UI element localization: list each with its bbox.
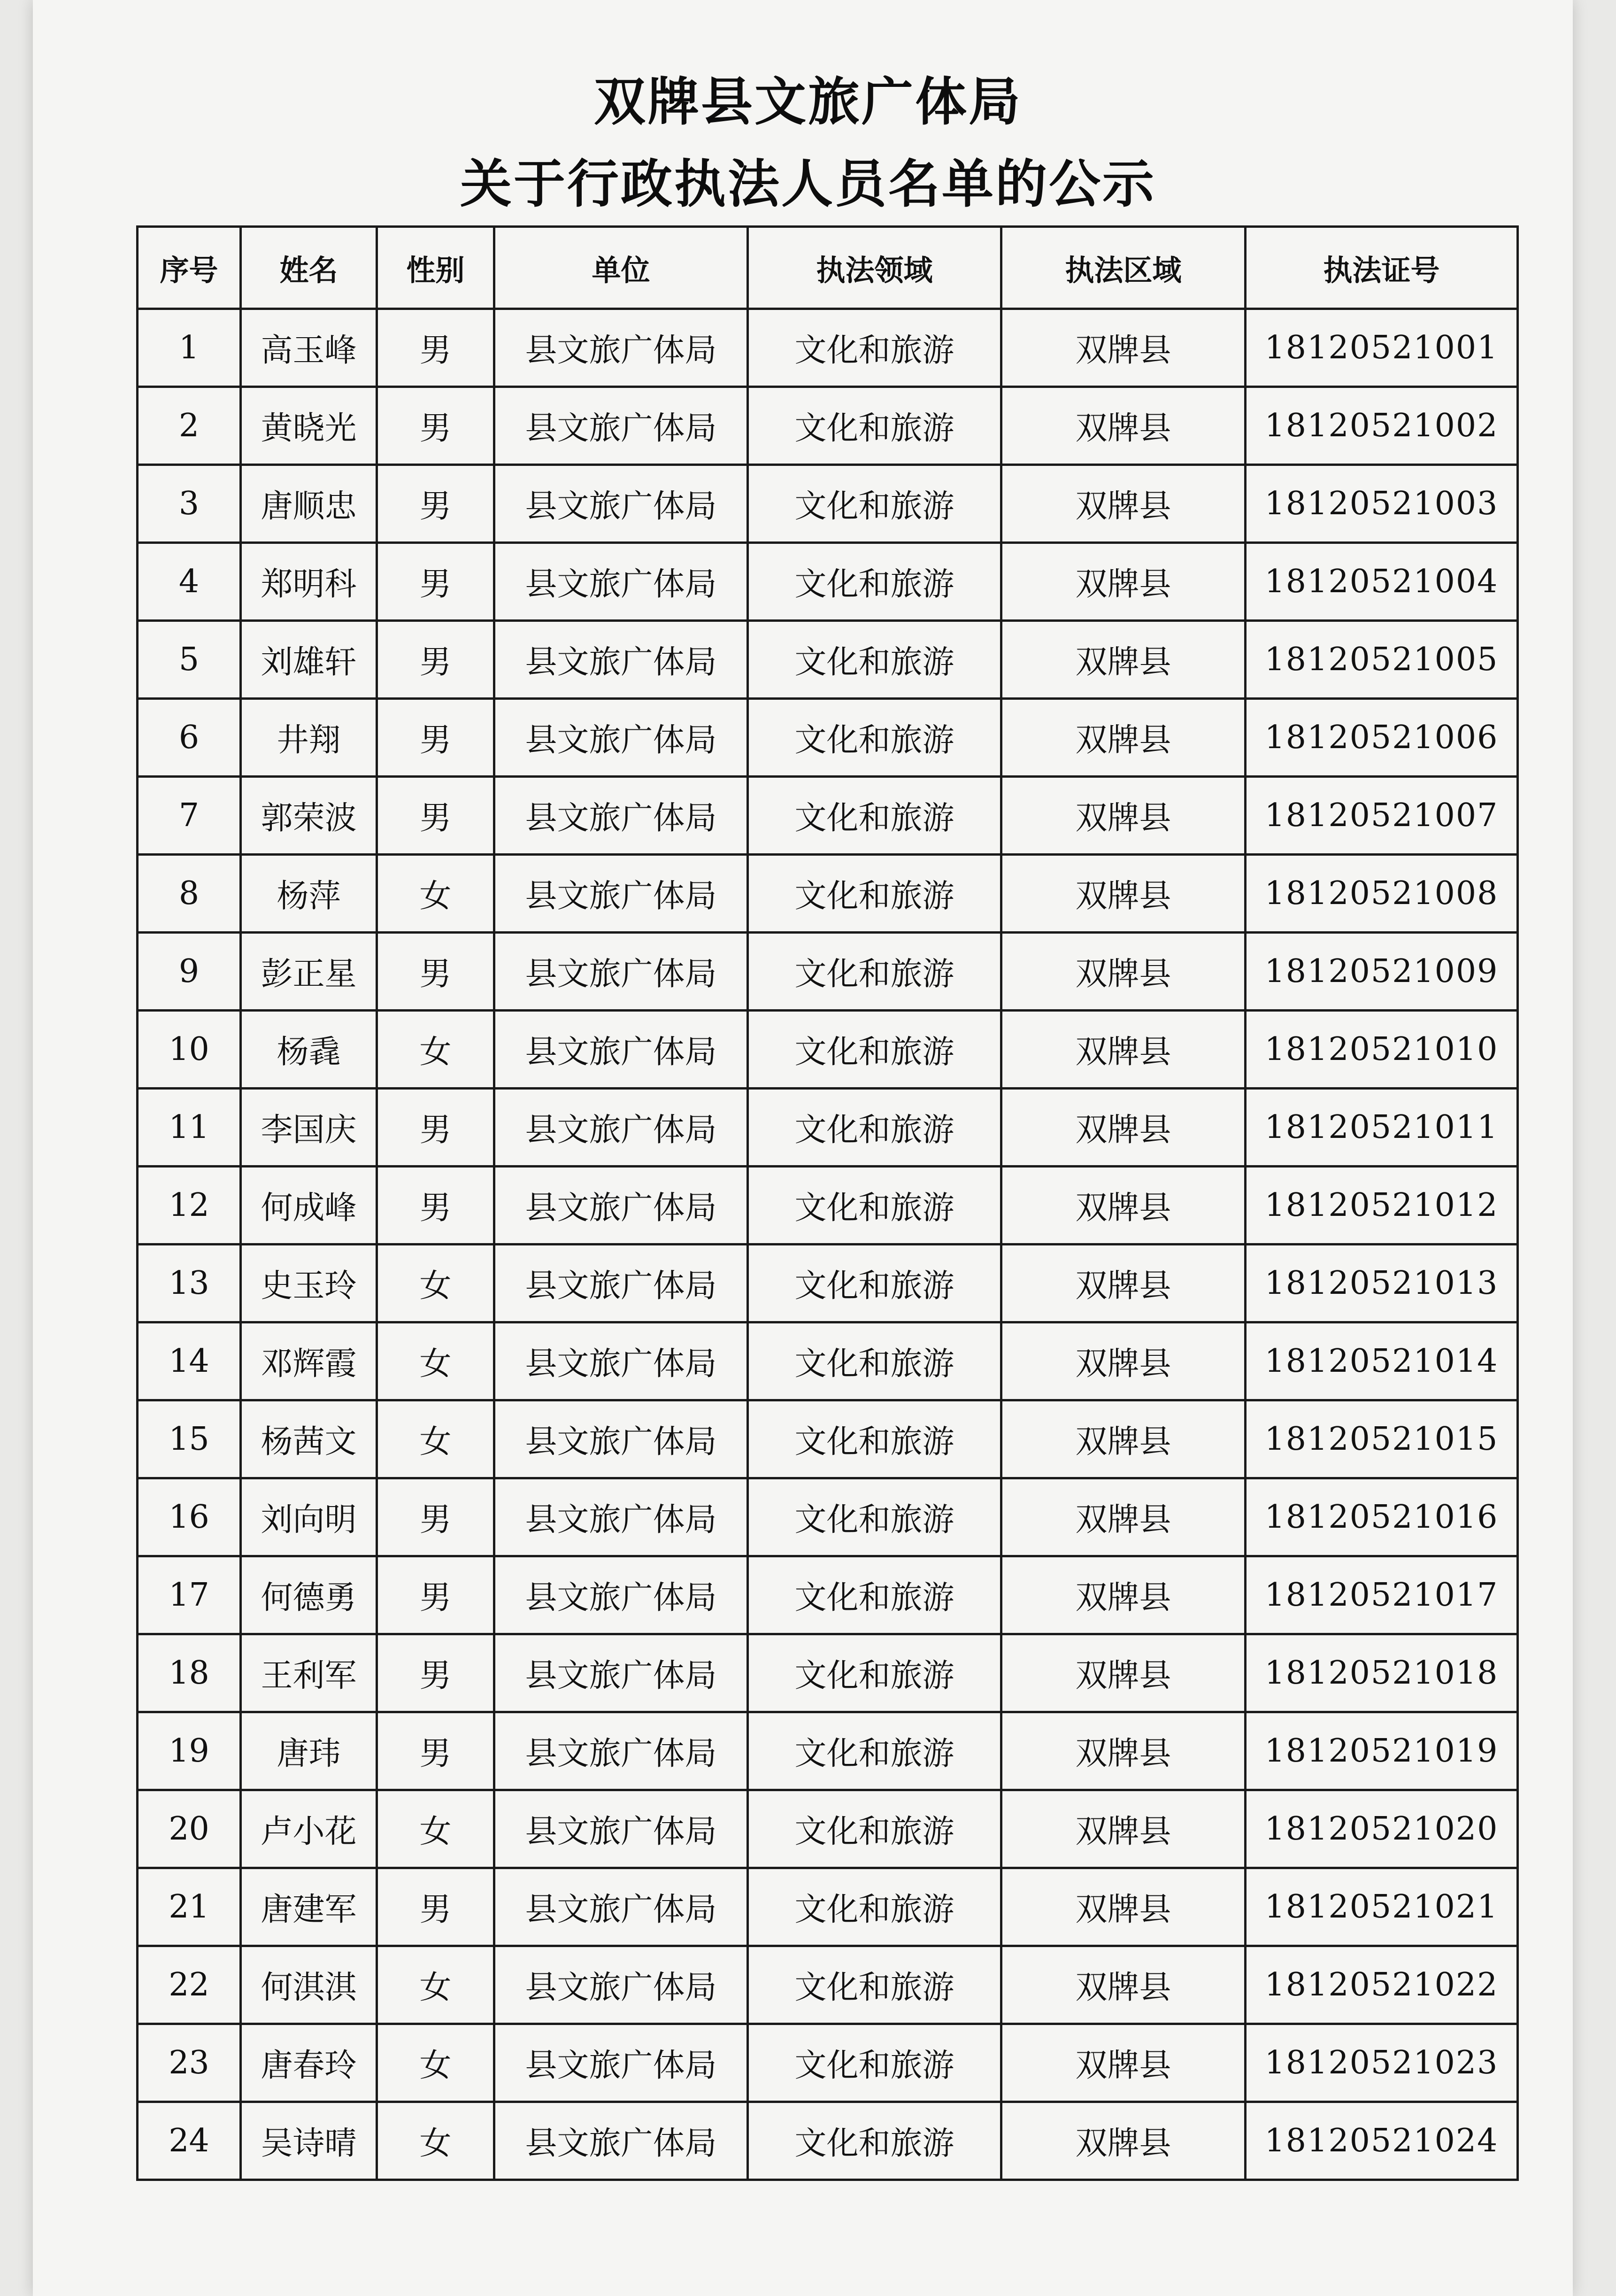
cell-name: 杨萍 <box>241 855 377 933</box>
cell-gender: 女 <box>377 1245 494 1322</box>
cell-unit: 县文旅广体局 <box>494 933 748 1011</box>
table-row <box>138 1089 1518 1167</box>
cell-name: 卢小花 <box>241 1790 377 1868</box>
cell-field: 文化和旅游 <box>748 699 1001 777</box>
cell-cert: 18120521015 <box>1246 1400 1518 1478</box>
cell-area: 双牌县 <box>1001 699 1246 777</box>
header-field: 执法领域 <box>748 227 1001 309</box>
cell-seq: 24 <box>138 2102 241 2180</box>
cell-seq: 20 <box>138 1790 241 1868</box>
table-row <box>138 1712 1518 1790</box>
table-row <box>138 1556 1518 1634</box>
cell-name: 刘向明 <box>241 1478 377 1556</box>
cell-name: 郑明科 <box>241 543 377 621</box>
title-line-1: 双牌县文旅广体局 <box>594 72 1022 132</box>
table-row <box>138 777 1518 855</box>
cell-cert: 18120521022 <box>1246 1946 1518 2024</box>
cell-field: 文化和旅游 <box>748 1089 1001 1167</box>
cell-name: 杨毳 <box>241 1011 377 1089</box>
cell-area: 双牌县 <box>1001 777 1246 855</box>
cell-field: 文化和旅游 <box>748 543 1001 621</box>
cell-gender: 女 <box>377 1946 494 2024</box>
cell-name: 郭荣波 <box>241 777 377 855</box>
cell-area: 双牌县 <box>1001 1322 1246 1400</box>
cell-field: 文化和旅游 <box>748 1712 1001 1790</box>
cell-seq: 15 <box>138 1400 241 1478</box>
cell-name: 唐顺忠 <box>241 465 377 543</box>
cell-cert: 18120521017 <box>1246 1556 1518 1634</box>
table-row <box>138 1322 1518 1400</box>
cell-area: 双牌县 <box>1001 2102 1246 2180</box>
cell-name: 邓辉霞 <box>241 1322 377 1400</box>
table-row <box>138 1167 1518 1245</box>
cell-gender: 男 <box>377 1868 494 1946</box>
cell-gender: 男 <box>377 777 494 855</box>
cell-area: 双牌县 <box>1001 1634 1246 1712</box>
cell-field: 文化和旅游 <box>748 2102 1001 2180</box>
cell-seq: 23 <box>138 2024 241 2102</box>
cell-name: 何成峰 <box>241 1167 377 1245</box>
table-row <box>138 699 1518 777</box>
cell-seq: 11 <box>138 1089 241 1167</box>
cell-area: 双牌县 <box>1001 1712 1246 1790</box>
cell-gender: 女 <box>377 855 494 933</box>
table-row <box>138 465 1518 543</box>
cell-cert: 18120521004 <box>1246 543 1518 621</box>
cell-area: 双牌县 <box>1001 465 1246 543</box>
cell-field: 文化和旅游 <box>748 465 1001 543</box>
cell-name: 井翔 <box>241 699 377 777</box>
cell-gender: 女 <box>377 2024 494 2102</box>
table-row <box>138 855 1518 933</box>
cell-area: 双牌县 <box>1001 1400 1246 1478</box>
header-cert: 执法证号 <box>1246 227 1518 309</box>
cell-area: 双牌县 <box>1001 855 1246 933</box>
cell-gender: 女 <box>377 1322 494 1400</box>
cell-cert: 18120521013 <box>1246 1245 1518 1322</box>
cell-area: 双牌县 <box>1001 933 1246 1011</box>
header-area: 执法区域 <box>1001 227 1246 309</box>
cell-cert: 18120521020 <box>1246 1790 1518 1868</box>
cell-seq: 2 <box>138 387 241 465</box>
cell-cert: 18120521011 <box>1246 1089 1518 1167</box>
cell-unit: 县文旅广体局 <box>494 699 748 777</box>
header-gender: 性别 <box>377 227 494 309</box>
cell-seq: 1 <box>138 309 241 387</box>
cell-unit: 县文旅广体局 <box>494 1245 748 1322</box>
document-title <box>0 61 1616 225</box>
table-row <box>138 1946 1518 2024</box>
cell-unit: 县文旅广体局 <box>494 1011 748 1089</box>
cell-field: 文化和旅游 <box>748 1478 1001 1556</box>
cell-gender: 男 <box>377 1556 494 1634</box>
cell-unit: 县文旅广体局 <box>494 1634 748 1712</box>
cell-seq: 12 <box>138 1167 241 1245</box>
cell-field: 文化和旅游 <box>748 621 1001 699</box>
table-row <box>138 621 1518 699</box>
cell-field: 文化和旅游 <box>748 1011 1001 1089</box>
cell-cert: 18120521016 <box>1246 1478 1518 1556</box>
cell-cert: 18120521009 <box>1246 933 1518 1011</box>
table-row <box>138 1011 1518 1089</box>
cell-field: 文化和旅游 <box>748 1868 1001 1946</box>
table-row <box>138 2024 1518 2102</box>
cell-cert: 18120521019 <box>1246 1712 1518 1790</box>
cell-gender: 女 <box>377 1011 494 1089</box>
cell-field: 文化和旅游 <box>748 387 1001 465</box>
cell-area: 双牌县 <box>1001 1245 1246 1322</box>
cell-unit: 县文旅广体局 <box>494 309 748 387</box>
table-row <box>138 543 1518 621</box>
personnel-table <box>136 225 1519 2181</box>
cell-seq: 13 <box>138 1245 241 1322</box>
title-line-2: 关于行政执法人员名单的公示 <box>460 154 1156 214</box>
cell-unit: 县文旅广体局 <box>494 1712 748 1790</box>
cell-field: 文化和旅游 <box>748 933 1001 1011</box>
cell-unit: 县文旅广体局 <box>494 1167 748 1245</box>
cell-unit: 县文旅广体局 <box>494 465 748 543</box>
cell-unit: 县文旅广体局 <box>494 1946 748 2024</box>
cell-gender: 女 <box>377 2102 494 2180</box>
cell-name: 唐春玲 <box>241 2024 377 2102</box>
table-body <box>138 309 1518 2180</box>
cell-seq: 14 <box>138 1322 241 1400</box>
cell-seq: 16 <box>138 1478 241 1556</box>
cell-name: 彭正星 <box>241 933 377 1011</box>
cell-name: 刘雄轩 <box>241 621 377 699</box>
table-row <box>138 1478 1518 1556</box>
cell-seq: 8 <box>138 855 241 933</box>
cell-cert: 18120521002 <box>1246 387 1518 465</box>
cell-name: 何德勇 <box>241 1556 377 1634</box>
cell-field: 文化和旅游 <box>748 777 1001 855</box>
table-row <box>138 1400 1518 1478</box>
cell-unit: 县文旅广体局 <box>494 777 748 855</box>
cell-field: 文化和旅游 <box>748 2024 1001 2102</box>
cell-cert: 18120521008 <box>1246 855 1518 933</box>
cell-area: 双牌县 <box>1001 543 1246 621</box>
table-row <box>138 1245 1518 1322</box>
cell-name: 唐建军 <box>241 1868 377 1946</box>
cell-seq: 3 <box>138 465 241 543</box>
cell-unit: 县文旅广体局 <box>494 1089 748 1167</box>
cell-unit: 县文旅广体局 <box>494 1322 748 1400</box>
table-row <box>138 1790 1518 1868</box>
cell-unit: 县文旅广体局 <box>494 1556 748 1634</box>
cell-seq: 21 <box>138 1868 241 1946</box>
cell-cert: 18120521010 <box>1246 1011 1518 1089</box>
cell-name: 何淇淇 <box>241 1946 377 2024</box>
cell-name: 史玉玲 <box>241 1245 377 1322</box>
cell-area: 双牌县 <box>1001 1167 1246 1245</box>
cell-gender: 男 <box>377 543 494 621</box>
cell-unit: 县文旅广体局 <box>494 2102 748 2180</box>
cell-cert: 18120521006 <box>1246 699 1518 777</box>
cell-cert: 18120521012 <box>1246 1167 1518 1245</box>
cell-name: 王利军 <box>241 1634 377 1712</box>
table-row <box>138 309 1518 387</box>
cell-area: 双牌县 <box>1001 387 1246 465</box>
cell-field: 文化和旅游 <box>748 1634 1001 1712</box>
header-seq: 序号 <box>138 227 241 309</box>
table-row <box>138 2102 1518 2180</box>
cell-seq: 4 <box>138 543 241 621</box>
cell-seq: 7 <box>138 777 241 855</box>
cell-field: 文化和旅游 <box>748 1400 1001 1478</box>
cell-area: 双牌县 <box>1001 621 1246 699</box>
cell-seq: 17 <box>138 1556 241 1634</box>
cell-unit: 县文旅广体局 <box>494 387 748 465</box>
cell-gender: 男 <box>377 933 494 1011</box>
cell-unit: 县文旅广体局 <box>494 621 748 699</box>
cell-field: 文化和旅游 <box>748 1167 1001 1245</box>
cell-name: 黄晓光 <box>241 387 377 465</box>
cell-area: 双牌县 <box>1001 1478 1246 1556</box>
cell-unit: 县文旅广体局 <box>494 1790 748 1868</box>
cell-area: 双牌县 <box>1001 1556 1246 1634</box>
cell-area: 双牌县 <box>1001 1011 1246 1089</box>
cell-seq: 6 <box>138 699 241 777</box>
cell-area: 双牌县 <box>1001 1946 1246 2024</box>
cell-seq: 22 <box>138 1946 241 2024</box>
cell-unit: 县文旅广体局 <box>494 1868 748 1946</box>
cell-area: 双牌县 <box>1001 1790 1246 1868</box>
cell-cert: 18120521021 <box>1246 1868 1518 1946</box>
header-name: 姓名 <box>241 227 377 309</box>
cell-cert: 18120521014 <box>1246 1322 1518 1400</box>
cell-cert: 18120521024 <box>1246 2102 1518 2180</box>
cell-gender: 男 <box>377 621 494 699</box>
cell-gender: 男 <box>377 309 494 387</box>
cell-area: 双牌县 <box>1001 1089 1246 1167</box>
cell-name: 唐玮 <box>241 1712 377 1790</box>
cell-unit: 县文旅广体局 <box>494 543 748 621</box>
personnel-table-container <box>136 225 1516 2181</box>
cell-area: 双牌县 <box>1001 309 1246 387</box>
cell-name: 杨茜文 <box>241 1400 377 1478</box>
table-row <box>138 1634 1518 1712</box>
cell-gender: 男 <box>377 1712 494 1790</box>
cell-area: 双牌县 <box>1001 2024 1246 2102</box>
cell-gender: 男 <box>377 1634 494 1712</box>
cell-name: 高玉峰 <box>241 309 377 387</box>
cell-gender: 男 <box>377 699 494 777</box>
cell-cert: 18120521001 <box>1246 309 1518 387</box>
cell-field: 文化和旅游 <box>748 1790 1001 1868</box>
cell-seq: 9 <box>138 933 241 1011</box>
cell-seq: 19 <box>138 1712 241 1790</box>
header-unit: 单位 <box>494 227 748 309</box>
cell-gender: 女 <box>377 1790 494 1868</box>
cell-gender: 男 <box>377 387 494 465</box>
cell-gender: 男 <box>377 1478 494 1556</box>
cell-unit: 县文旅广体局 <box>494 1478 748 1556</box>
cell-field: 文化和旅游 <box>748 1556 1001 1634</box>
table-header-row <box>138 227 1518 309</box>
cell-cert: 18120521018 <box>1246 1634 1518 1712</box>
cell-unit: 县文旅广体局 <box>494 855 748 933</box>
cell-cert: 18120521007 <box>1246 777 1518 855</box>
table-row <box>138 1868 1518 1946</box>
cell-gender: 女 <box>377 1400 494 1478</box>
cell-cert: 18120521003 <box>1246 465 1518 543</box>
cell-unit: 县文旅广体局 <box>494 2024 748 2102</box>
cell-area: 双牌县 <box>1001 1868 1246 1946</box>
cell-gender: 男 <box>377 1167 494 1245</box>
cell-seq: 18 <box>138 1634 241 1712</box>
cell-field: 文化和旅游 <box>748 1245 1001 1322</box>
cell-seq: 5 <box>138 621 241 699</box>
cell-cert: 18120521005 <box>1246 621 1518 699</box>
table-row <box>138 387 1518 465</box>
cell-unit: 县文旅广体局 <box>494 1400 748 1478</box>
cell-gender: 男 <box>377 465 494 543</box>
cell-field: 文化和旅游 <box>748 1322 1001 1400</box>
cell-name: 李国庆 <box>241 1089 377 1167</box>
table-row <box>138 933 1518 1011</box>
cell-gender: 男 <box>377 1089 494 1167</box>
cell-field: 文化和旅游 <box>748 309 1001 387</box>
cell-field: 文化和旅游 <box>748 1946 1001 2024</box>
cell-seq: 10 <box>138 1011 241 1089</box>
cell-name: 吴诗晴 <box>241 2102 377 2180</box>
cell-field: 文化和旅游 <box>748 855 1001 933</box>
cell-cert: 18120521023 <box>1246 2024 1518 2102</box>
